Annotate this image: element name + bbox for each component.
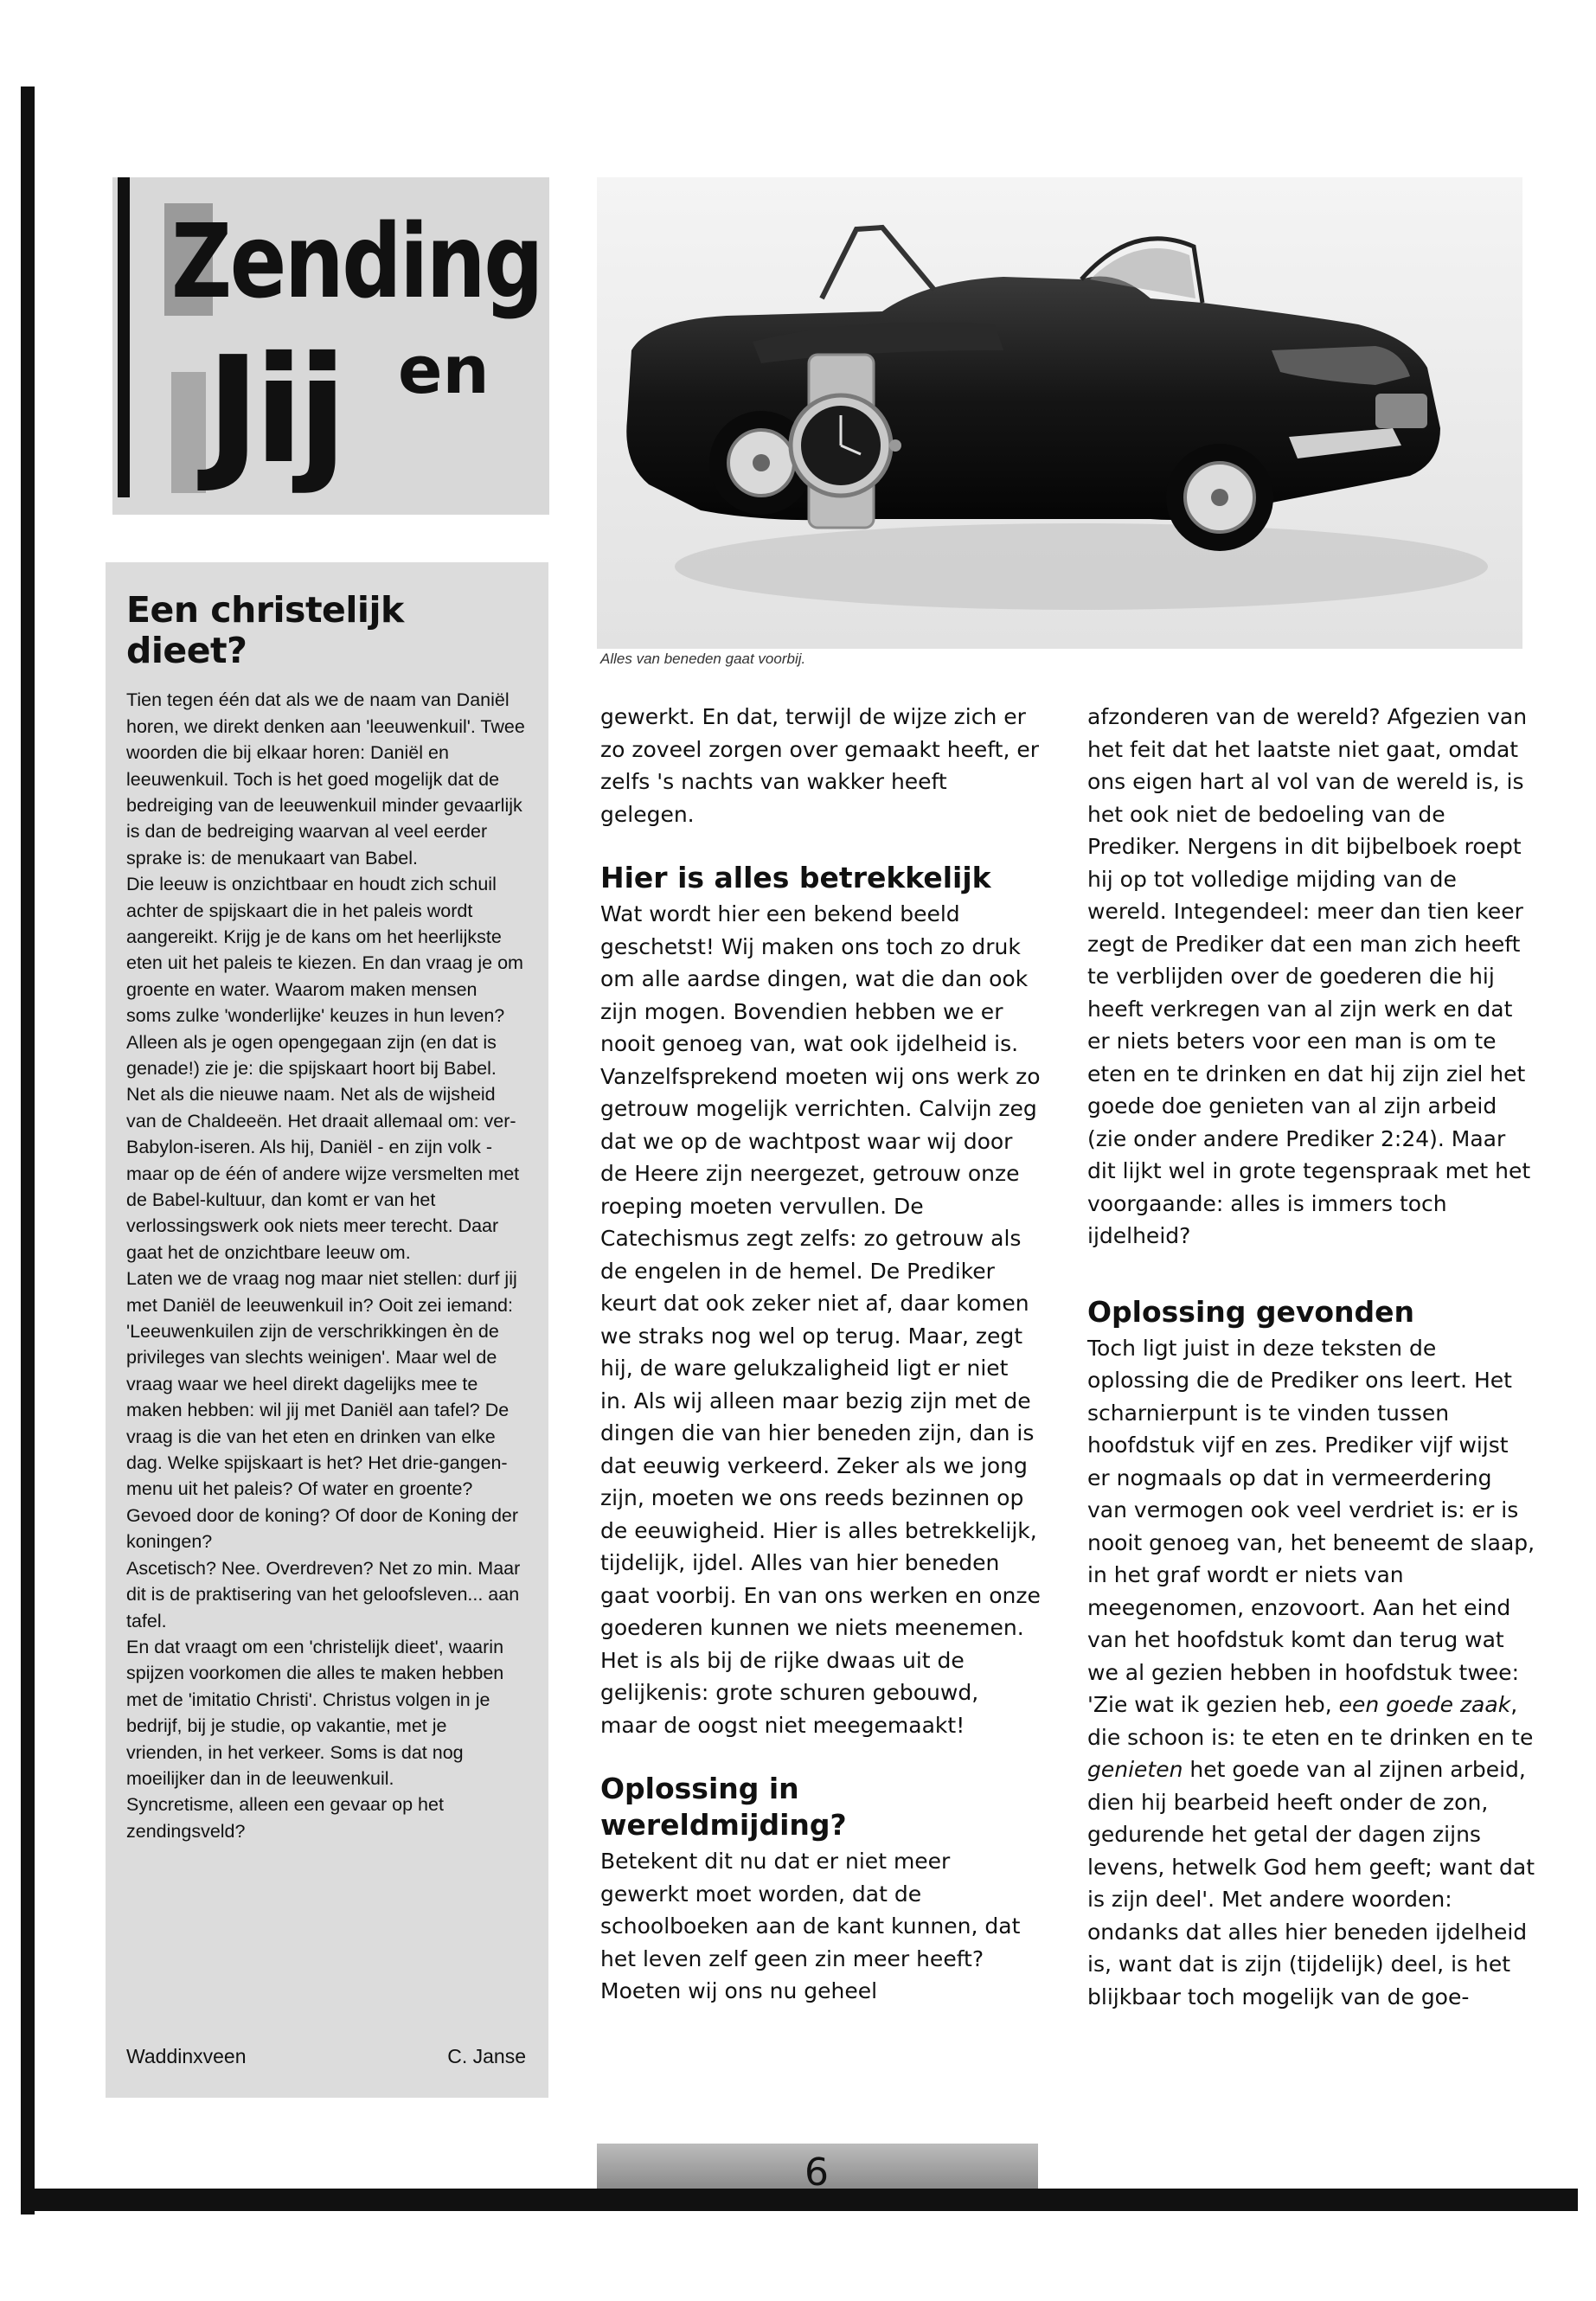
sidebar-place: Waddinxveen [126, 2045, 247, 2067]
logo-word-zending: Zending [171, 202, 542, 321]
sidebar-paragraph: En dat vraagt om een 'christelijk dieet', waarin spijzen voorkomen die alles te maken hebben met de 'imitatio Christi'. Christus volgen in je bedrijf, bij je studie, op vakantie, met je vrienden, in het verkeer. Soms is dat nog moeilijker dan in de leeuwenkuil. [126, 1636, 504, 1789]
sidebar-paragraph: Syncretisme, alleen een gevaar op het zendingsveld? [126, 1794, 444, 1842]
column3-text: het goede van al zijnen arbeid, dien hij bearbeid heeft onder de zon, gedurende het getal der dagen zijns levens, hetwelk God hem geeft; want dat is zijn deel'. Met andere woorden: ondanks dat alles hier beneden ijdelheid is, want dat is zijn (tijdelijk) deel, is het blijkbaar toch mogelijk van de goe- [1087, 1757, 1535, 2009]
photo-caption: Alles van beneden gaat voorbij. [600, 651, 806, 667]
sidebar-paragraph: Tien tegen één dat als we de naam van Daniël horen, we direkt denken aan 'leeuwenkuil'. Twee woorden die bij elkaar horen: Daniël en leeuwenkuil. Toch is het goed mogelijk dat de bedreiging van de leeuwenkuil minder gevaarlijk is dan de bedreiging waarvan al veel eerder sprake is: de menukaart van Babel. [126, 689, 525, 868]
column2-paragraph: Vanzelfsprekend moeten wij ons werk zo getrouw mogelijk verrichten. Calvijn zeg dat we op de wachtpost waar wij door de Heere zijn neergezet, getrouw onze roeping moeten vervullen. De Catechismus zegt zelfs: zo getrouw als de engelen in de hemel. De Prediker keurt dat ook zeker niet af, daar komen we straks nog wel op terug. Maar, zegt hij, de ware gelukzaligheid ligt er niet in. Als wij alleen maar bezig zijn met de dingen die van hier beneden zijn, dan is dat eeuwig verkeerd. Zeker als we jong zijn, moeten we ons reeds bezinnen op de eeuwigheid. Hier is alles betrekkelijk, tijdelijk, ijdel. Alles van hier beneden gaat voorbij. En van ons werken en onze goederen kunnen we niets meenemen. Het is als bij de rijke dwaas uit de gelijkenis: grote schuren gebouwd, maar de oogst niet meegemaakt! [600, 1063, 1041, 1738]
left-page-border [21, 87, 35, 2214]
photo-car-and-watch [597, 177, 1522, 649]
zending-en-jij-logo [112, 177, 549, 515]
sidebar-paragraph: Laten we de vraag nog maar niet stellen: durf jij met Daniël de leeuwenkuil in? Ooit zei iemand: 'Leeuwenkuilen zijn de verschrikkingen èn de privileges van slechts weinigen'. Maar wel de vraag waar we heel direkt dagelijks mee te maken hebben: wil jij met Daniël aan tafel? De vraag is die van het eten en drinken van elke dag. Welke spijskaart is het? Het drie-gangen-menu uit het paleis? Of water en groente? Gevoed door de koning? Of door de Koning der koningen? [126, 1268, 519, 1553]
column2-intro: gewerkt. En dat, terwijl de wijze zich er zo zoveel zorgen over gemaakt heeft, er zelfs 's nachts van wakker heeft gelegen. [600, 704, 1040, 827]
sidebar-paragraph: Die leeuw is onzichtbaar en houdt zich schuil achter de spijskaart die in het paleis wordt aangereikt. Krijg je de kans om het heerlijkste eten uit het paleis te kiezen. En dan vraag je om groente en water. Waarom maken mensen soms zulke 'wonderlijke' keuzes in hun leven? Alleen als je ogen opengegaan zijn (en dat is genade!) zie je: die spijskaart hoort bij Babel. Net als die nieuwe naam. Net als de wijsheid van de Chaldeeën. Het draait allemaal om: ver-Babylon-iseren. Als hij, Daniël - en zijn volk - maar op de één of andere wijze versmelten met de Babel-kultuur, dan komt er van het verlossingswerk ook niets meer terecht. Daar gaat het de onzichtbare leeuw om. [126, 874, 523, 1263]
sidebar-author: C. Janse [447, 2045, 526, 2067]
sidebar-title: Een christelijk dieet? [126, 589, 404, 672]
sidebar-signature [126, 2045, 526, 2068]
column3-emphasis: een goede zaak [1338, 1692, 1511, 1717]
logo-bar [118, 177, 130, 497]
heading-hier-is-alles-betrekkelijk: Hier is alles betrekkelijk [600, 861, 991, 894]
article-column-2 [600, 701, 1042, 2008]
column3-intro: afzonderen van de wereld? Afgezien van het feit dat het laatste niet gaat, omdat ons eigen hart al vol van de wereld is, is het ook niet de bedoeling van de Prediker. Nergens in dit bijbelboek roept hij op tot volledige mijding van de wereld. Integendeel: meer dan tien keer zegt de Prediker dat een man zich heeft te verblijden over de goederen die hij heeft verkregen van al zijn werk en dat er niets beters voor een man is om te eten en te drinken en dat hij zijn ziel het goede doe genieten van al zijn arbeid (zie onder andere Prediker 2:24). Maar dit lijkt wel in grote tegenspraak met het voorgaande: alles is immers toch ijdelheid? [1087, 704, 1531, 1248]
sidebar-article [106, 562, 548, 2098]
column2-paragraph: Wat wordt hier een bekend beeld geschetst! Wij maken ons toch zo druk om alle aardse dingen, wat die dan ook zijn mogen. Bovendien hebben we er nooit genoeg van, wat ook ijdelheid is. [600, 901, 1029, 1056]
sidebar-paragraph: Ascetisch? Nee. Overdreven? Net zo min. Maar dit is de praktisering van het geloofsleven... aan tafel. [126, 1557, 521, 1631]
heading-oplossing-in-wereldmijding: Oplossing in wereldmijding? [600, 1772, 847, 1842]
column3-emphasis: genieten [1087, 1757, 1183, 1782]
page-number: 6 [804, 2150, 829, 2195]
column3-text: Toch ligt juist in deze teksten de oplossing die de Prediker ons leert. Het scharnierpunt is te vinden tussen hoofdstuk vijf en zes. Prediker vijf wijst er nogmaals op dat in vermeerdering van vermogen ook veel verdriet is: er is nooit genoeg van, het beneemt de slaap, in het graf wordt er niets van meegenomen, enzovoort. Aan het eind van het hoofdstuk komt dan terug wat we al gezien hebben in hoofdstuk twee: 'Zie wat ik gezien heb, [1087, 1335, 1535, 1717]
logo-word-jij: Jij [206, 325, 341, 497]
column3-paragraph [1087, 1332, 1537, 2014]
column2-paragraph: Betekent dit nu dat er niet meer gewerkt moet worden, dat de schoolboeken aan de kant kunnen, dat het leven zelf geen zin meer heeft? Moeten wij ons nu geheel [600, 1849, 1021, 2003]
heading-oplossing-gevonden: Oplossing gevonden [1087, 1294, 1415, 1329]
logo-word-en: en [398, 331, 490, 408]
bottom-page-border [21, 2189, 1578, 2211]
column3-text: , die schoon is: te eten en te drinken en te [1087, 1692, 1534, 1750]
logo-shadow-j [171, 372, 206, 493]
article-column-3 [1087, 701, 1537, 2013]
car-watch-illustration [597, 177, 1522, 649]
